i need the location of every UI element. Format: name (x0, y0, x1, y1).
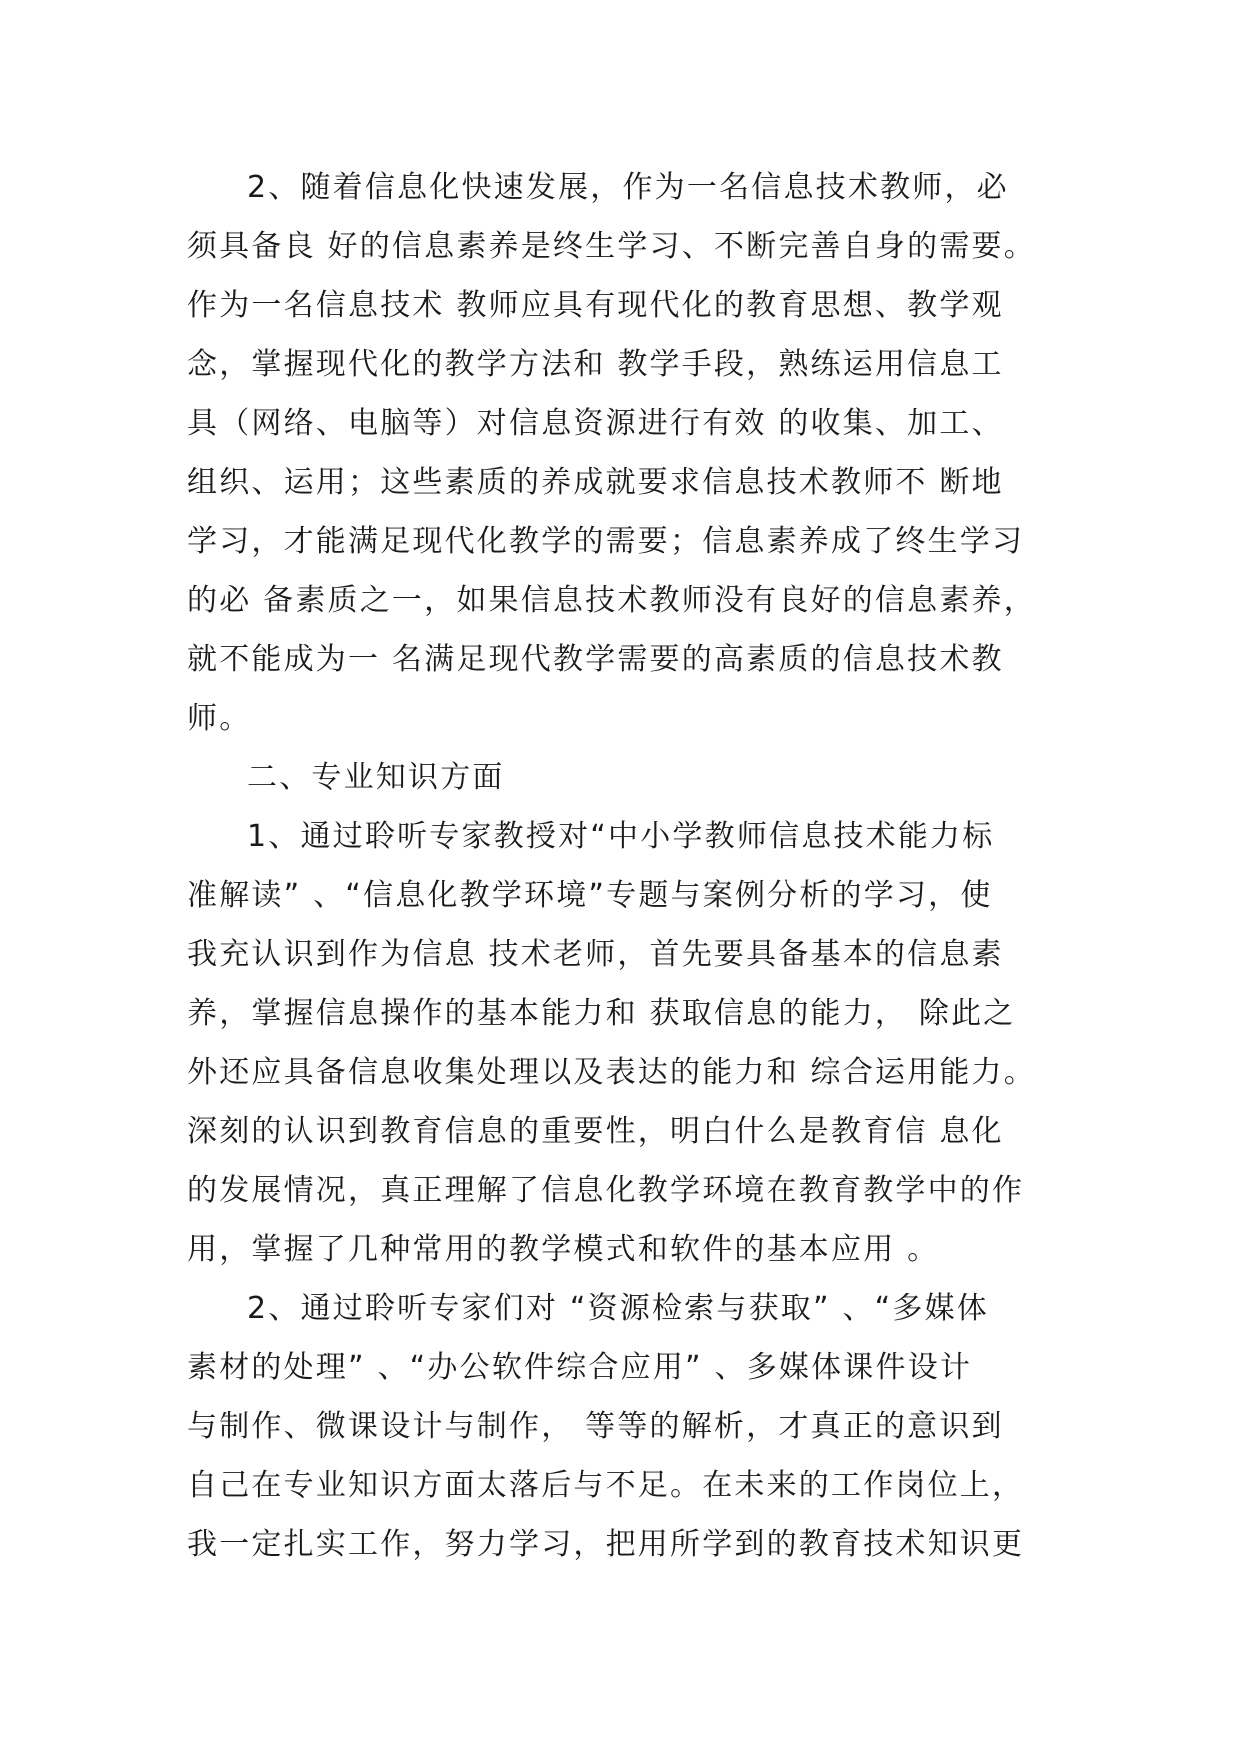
paragraph-line: 就不能成为一 名满足现代教学需要的高素质的信息技术教 (187, 642, 1004, 677)
paragraph-line: 的发展情况，真正理解了信息化教学环境在教育教学中的作 (187, 1173, 1025, 1208)
paragraph-line: 学习，才能满足现代化教学的需要；信息素养成了终生学习 (187, 524, 1025, 559)
paragraph-line: 念，掌握现代化的教学方法和 教学手段，熟练运用信息工 (187, 347, 1004, 382)
paragraph-line: 师。 (187, 701, 252, 736)
paragraph-line: 外还应具备信息收集处理以及表达的能力和 综合运用能力。 (187, 1055, 1036, 1090)
paragraph-line: 用，掌握了几种常用的教学模式和软件的基本应用 。 (187, 1232, 940, 1267)
paragraph-line: 自己在专业知识方面太落后与不足。在未来的工作岗位上， (187, 1468, 1025, 1503)
paragraph-line: 深刻的认识到教育信息的重要性，明白什么是教育信 息化 (187, 1114, 1004, 1149)
paragraph-line: 作为一名信息技术 教师应具有现代化的教育思想、教学观 (187, 288, 1004, 323)
paragraph-line: 素材的处理” 、“办公软件综合应用” 、多媒体课件设计 (187, 1350, 973, 1385)
paragraph-line: 我一定扎实工作，努力学习，把用所学到的教育技术知识更 (187, 1527, 1025, 1562)
paragraph-line: 具（网络、电脑等）对信息资源进行有效 的收集、加工、 (187, 406, 1004, 441)
section-heading: 二、专业知识方面 (247, 760, 505, 795)
paragraph-line: 与制作、微课设计与制作， 等等的解析，才真正的意识到 (187, 1409, 1004, 1444)
document-body (187, 158, 1067, 1574)
paragraph-line: 养，掌握信息操作的基本能力和 获取信息的能力， 除此之 (187, 996, 1016, 1031)
paragraph-line: 2、通过聆听专家们对 “资源检索与获取” 、“多媒体 (247, 1291, 989, 1326)
paragraph-line: 的必 备素质之一，如果信息技术教师没有良好的信息素养， (187, 583, 1036, 618)
paragraph-line: 准解读” 、“信息化教学环境”专题与案例分析的学习，使 (187, 878, 993, 913)
paragraph-line: 组织、运用；这些素质的养成就要求信息技术教师不 断地 (187, 465, 1004, 500)
paragraph-line: 须具备良 好的信息素养是终生学习、不断完善自身的需要。 (187, 229, 1036, 264)
paragraph-line: 2、随着信息化快速发展，作为一名信息技术教师，必 (247, 170, 1009, 205)
paragraph-line: 我充认识到作为信息 技术老师，首先要具备基本的信息素 (187, 937, 1004, 972)
paragraph-line: 1、通过聆听专家教授对“中小学教师信息技术能力标 (247, 819, 995, 854)
